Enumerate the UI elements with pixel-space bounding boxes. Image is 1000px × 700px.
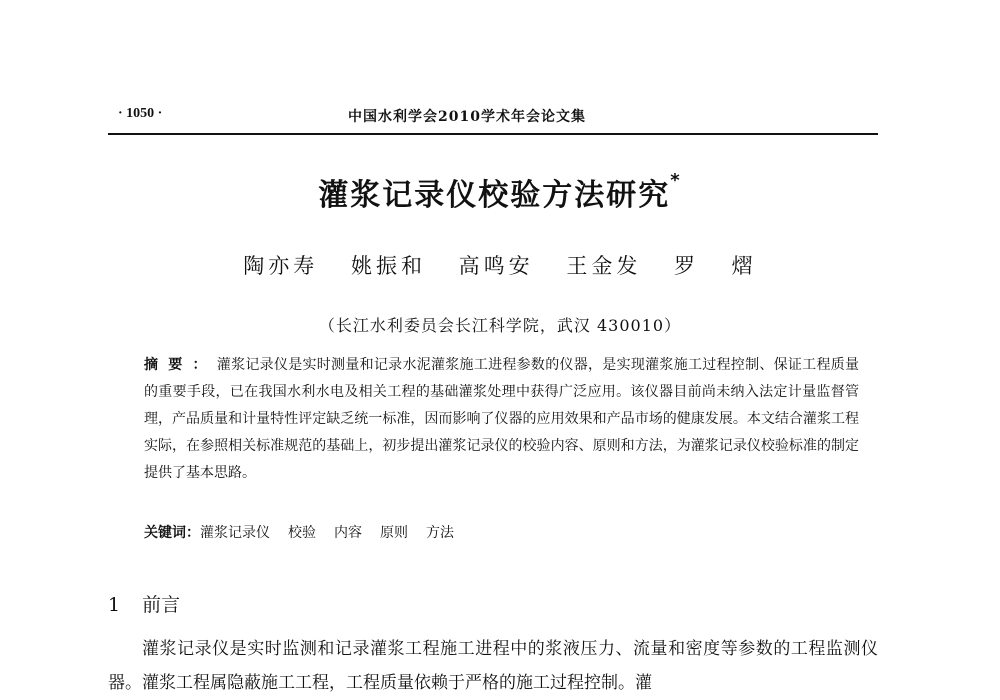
section-number: 1 <box>108 594 121 616</box>
page-header <box>108 106 878 126</box>
section-heading <box>108 590 180 617</box>
keyword: 原则 <box>380 525 408 541</box>
abstract <box>144 352 859 487</box>
paper-title <box>0 170 1000 214</box>
header-rule <box>108 133 878 135</box>
keyword: 灌浆记录仪 <box>200 525 270 541</box>
title-footnote-mark: * <box>670 170 682 191</box>
keywords-label: 关键词： <box>144 525 200 541</box>
abstract-label: 摘要： <box>144 357 217 373</box>
keyword: 校验 <box>288 525 316 541</box>
page-number: · 1050 · <box>118 106 163 121</box>
body-paragraph: 灌浆记录仪是实时监测和记录灌浆工程施工进程中的浆液压力、流量和密度等参数的工程监测仪器。灌浆工程属隐蔽施工工程，工程质量依赖于严格的施工过程控制。灌 <box>108 639 878 693</box>
abstract-text: 灌浆记录仪是实时测量和记录水泥灌浆施工进程参数的仪器，是实现灌浆施工过程控制、保证工程质量的重要手段，已在我国水利水电及相关工程的基础灌浆处理中获得广泛应用。该仪器目前尚未纳入法定计量监督管理，产品质量和计量特性评定缺乏统一标准，因而影响了仪器的应用效果和产品市场的健康发展。本文结合灌浆工程实际，在参照相关标准规范的基础上，初步提出灌浆记录仪的校验内容、原则和方法，为灌浆记录仪校验标准的制定提供了基本思路。 <box>144 357 860 481</box>
author-list: 陶亦寿 姚振和 高鸣安 王金发 罗 熠 <box>243 254 757 278</box>
running-title: 中国水利学会2010学术年会论文集 <box>348 109 586 125</box>
paper-title-text: 灌浆记录仪校验方法研究 <box>318 178 671 213</box>
keywords <box>144 522 859 544</box>
keyword: 内容 <box>334 525 362 541</box>
keyword: 方法 <box>426 525 454 541</box>
affiliation: （长江水利委员会长江科学院，武汉 430010） <box>318 316 682 335</box>
section-title: 前言 <box>142 594 181 616</box>
